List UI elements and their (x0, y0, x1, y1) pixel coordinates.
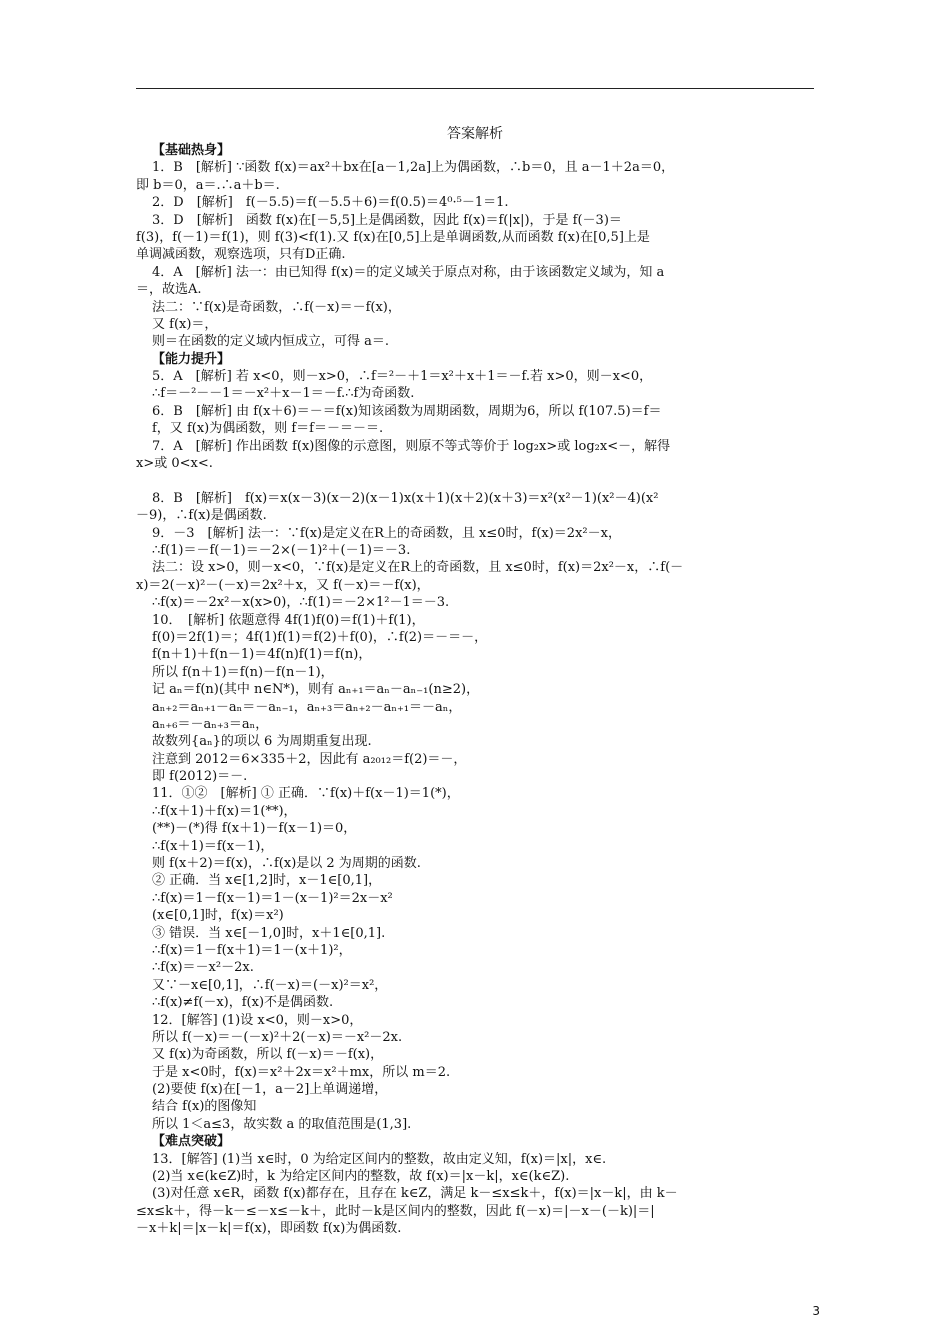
text-line: 4．A [解析] 法一：由已知得 f(x)＝的定义域关于原点对称，由于该函数定义域为，知 a (152, 264, 665, 280)
text-line: 3．D [解析] 函数 f(x)在[－5,5]上是偶函数，因此 f(x)＝f(|x|)，于是 f(－3)＝ (152, 212, 622, 228)
text-line: 12．[解答] (1)设 x<0，则－x>0， (152, 1012, 363, 1028)
text-line: 法二：设 x>0，则－x<0，∵f(x)是定义在R上的奇函数，且 x≤0时，f(x)＝2x²－x，∴f(－ (152, 560, 684, 576)
text-line: －9)，∴f(x)是偶函数. (136, 508, 267, 524)
text-line: ③ 错误．当 x∈[－1,0]时，x＋1∈[0,1]. (152, 925, 386, 941)
text-line: f，又 f(x)为偶函数，则 f＝f＝－＝－＝. (152, 421, 384, 437)
text-line: ∴f＝－²－－1＝－x²＋x－1＝－f.∴f为奇函数. (152, 386, 415, 402)
text-line: ＝，故选A. (136, 282, 202, 298)
text-line: 则＝在函数的定义域内恒成立，可得 a＝. (152, 334, 390, 350)
text-line: 即 f(2012)＝－. (152, 769, 248, 785)
text-line: (x∈[0,1]时，f(x)＝x²) (152, 908, 284, 924)
text-line: 9．－3 [解析] 法一：∵f(x)是定义在R上的奇函数，且 x≤0时，f(x)＝2x²－x， (152, 525, 621, 541)
text-line: ∴f(1)＝－f(－1)＝－2×(－1)²＋(－1)＝－3. (152, 542, 411, 558)
text-line: x>或 0<x<. (136, 456, 213, 472)
text-line: 所以 1＜a≤3，故实数 a 的取值范围是(1,3]. (152, 1116, 412, 1132)
text-line: ∴f(x)≠f(－x)，f(x)不是偶函数. (152, 995, 334, 1011)
text-line: 于是 x<0时，f(x)＝x²＋2x＝x²＋mx，所以 m＝2. (152, 1064, 451, 1080)
text-line: f(3)，f(－1)＝f(1)，则 f(3)<f(1).又 f(x)在[0,5]上是单调函数,从而函数 f(x)在[0,5]上是 (136, 229, 650, 245)
text-line: (3)对任意 x∈R，函数 f(x)都存在，且存在 k∈Z，满足 k－≤x≤k＋，f(x)＝|x－k|，由 k－ (152, 1186, 678, 1202)
text-line: (2)当 x∈(k∈Z)时，k 为给定区间内的整数，故 f(x)＝|x－k|，x∈(k∈Z). (152, 1169, 570, 1185)
text-line: ≤x≤k＋，得－k－≤－x≤－k＋，此时－k是区间内的整数，因此 f(－x)＝|－x－(－k)|＝| (136, 1203, 655, 1219)
header-rule (136, 88, 814, 89)
text-line: 8．B [解析] f(x)＝x(x－3)(x－2)(x－1)x(x＋1)(x＋2)(x＋3)＝x²(x²－1)(x²－4)(x² (152, 490, 659, 506)
text-line: ∴f(x)＝－x²－2x. (152, 960, 254, 976)
text-line: 5．A [解析] 若 x<0，则－x>0，∴f＝²－＋1＝x²＋x＋1＝－f.若 x>0，则－x<0， (152, 369, 653, 385)
text-line: x)＝2(－x)²－(－x)＝2x²＋x，又 f(－x)＝－f(x)， (136, 577, 430, 593)
text-line: ∴f(x＋1)＋f(x)＝1(**)， (152, 803, 297, 819)
text-line: 所以 f(－x)＝－(－x)²＋2(－x)＝－x²－2x. (152, 1029, 403, 1045)
text-line: 所以 f(n＋1)＝f(n)－f(n－1)， (152, 664, 334, 680)
text-line: 记 aₙ＝f(n)(其中 n∈N*)，则有 aₙ₊₁＝aₙ－aₙ₋₁(n≥2)， (152, 682, 480, 698)
text-line: ∴f(x＋1)＝f(x－1)， (152, 838, 274, 854)
text-line: ∴f(x)＝1－f(x＋1)＝1－(x＋1)²， (152, 942, 352, 958)
page-title: 答案解析 (447, 126, 503, 142)
text-line: 故数列{aₙ}的项以 6 为周期重复出现. (152, 734, 372, 750)
text-line: －x＋k|＝|x－k|＝f(x)，即函数 f(x)为偶函数. (136, 1221, 402, 1237)
text-line: f(0)＝2f(1)＝；4f(1)f(1)＝f(2)＋f(0)，∴f(2)＝－＝－， (152, 629, 488, 645)
text-line: ② 正确．当 x∈[1,2]时，x－1∈[0,1]， (152, 873, 382, 889)
text-line: (**)－(*)得 f(x＋1)－f(x－1)＝0， (152, 821, 357, 837)
text-line: 11．①② [解析] ① 正确．∵f(x)＋f(x－1)＝1(*)， (152, 786, 460, 802)
text-line (136, 472, 822, 489)
text-line: 又 f(x)为奇函数，所以 f(－x)＝－f(x)， (152, 1047, 384, 1063)
section-heading: 【能力提升】 (152, 351, 231, 367)
text-line: 又 f(x)＝， (152, 316, 218, 332)
section-heading: 【难点突破】 (152, 1134, 231, 1150)
text-line: (2)要使 f(x)在[－1，a－2]上单调递增， (152, 1082, 388, 1098)
text-line: aₙ₊₆＝－aₙ₊₃＝aₙ， (152, 716, 269, 732)
text-line: 7．A [解析] 作出函数 f(x)图像的示意图，则原不等式等价于 log₂x>或 log₂x<－，解得 (152, 438, 671, 454)
text-line: 单调减函数，观察选项，只有D正确. (136, 247, 346, 263)
text-line: 结合 f(x)的图像知 (152, 1099, 257, 1115)
text-line: ∴f(x)＝1－f(x－1)＝1－(x－1)²＝2x－x² (152, 890, 393, 906)
text-line: 10． [解析] 依题意得 4f(1)f(0)＝f(1)＋f(1)， (152, 612, 425, 628)
text-line: 6．B [解析] 由 f(x＋6)＝－＝f(x)知该函数为周期函数，周期为6，所以 f(107.5)＝f＝ (152, 403, 662, 419)
page-number: 3 (812, 1304, 820, 1318)
text-line: aₙ₊₂＝aₙ₊₁－aₙ＝－aₙ₋₁，aₙ₊₃＝aₙ₊₂－aₙ₊₁＝－aₙ， (152, 699, 462, 715)
text-line: 2．D [解析] f(－5.5)＝f(－5.5＋6)＝f(0.5)＝4⁰·⁵－1＝1. (152, 195, 509, 211)
text-line: 1．B [解析] ∵函数 f(x)＝ax²＋bx在[a－1,2a]上为偶函数，∴b＝0，且 a－1＋2a＝0， (152, 160, 675, 176)
text-line: f(n＋1)＋f(n－1)＝4f(n)f(1)＝f(n)， (152, 647, 372, 663)
section-heading: 【基础热身】 (152, 143, 231, 158)
text-line: 则 f(x＋2)＝f(x)，∴f(x)是以 2 为周期的函数. (152, 856, 421, 872)
text-line: 注意到 2012＝6×335＋2，因此有 a₂₀₁₂＝f(2)＝－， (152, 751, 467, 767)
text-line: 又∵－x∈[0,1]，∴f(－x)＝(－x)²＝x²， (152, 977, 388, 993)
text-line: 法二：∵f(x)是奇函数，∴f(－x)＝－f(x)， (152, 299, 401, 315)
answer-body (136, 142, 822, 1238)
text-line: ∴f(x)＝－2x²－x(x>0)，∴f(1)＝－2×1²－1＝－3. (152, 595, 450, 611)
text-line: 即 b＝0，a＝.∴a＋b＝. (136, 177, 280, 193)
text-line: 13．[解答] (1)当 x∈时，0 为给定区间内的整数，故由定义知，f(x)＝|x|，x∈. (152, 1151, 607, 1167)
